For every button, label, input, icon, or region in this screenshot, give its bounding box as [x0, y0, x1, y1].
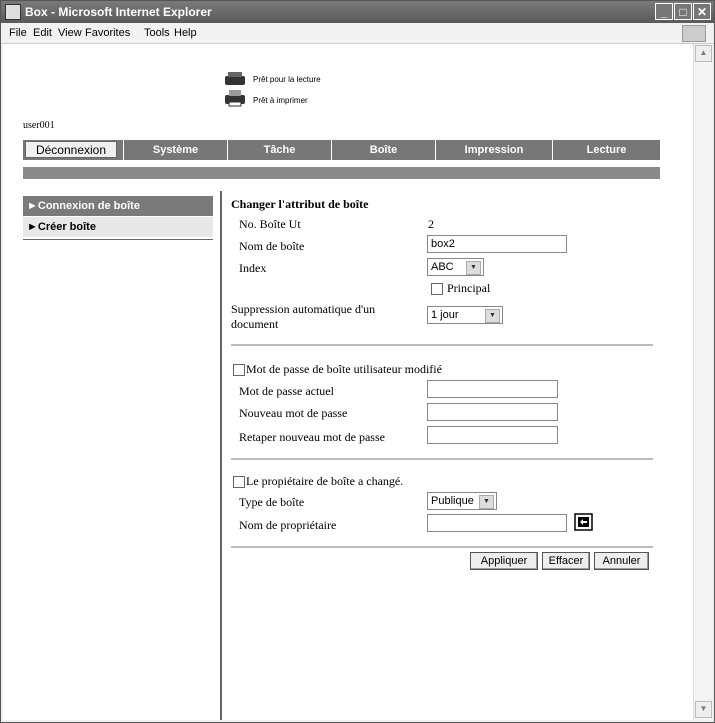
scanner-icon [223, 70, 247, 88]
menu-tools[interactable]: Tools [144, 27, 170, 39]
minimize-icon[interactable]: _ [655, 3, 673, 20]
apply-button[interactable]: Appliquer [470, 552, 538, 570]
section-divider [231, 458, 653, 460]
auto-delete-select[interactable] [427, 306, 503, 324]
form-heading: Changer l'attribut de boîte [231, 197, 369, 211]
owner-changed-label: Le propiétaire de boîte a changé. [246, 474, 404, 488]
address-book-icon[interactable] [574, 513, 593, 531]
scroll-down-icon[interactable]: ▼ [695, 701, 712, 718]
tab-impression[interactable]: Impression [435, 140, 552, 160]
tab-boite[interactable]: Boîte [331, 140, 435, 160]
cancel-button[interactable]: Annuler [594, 552, 649, 570]
sidebar-divider [23, 239, 213, 240]
owner-name-field[interactable] [427, 514, 567, 532]
box-no-label: No. Boîte Ut [239, 217, 301, 231]
principal-checkbox[interactable] [431, 283, 443, 295]
box-type-select-value: Publique [431, 495, 474, 507]
chevron-down-icon: ▼ [485, 309, 500, 323]
new-password-field[interactable] [427, 403, 558, 421]
page-content [3, 44, 693, 720]
tab-lecture[interactable]: Lecture [552, 140, 660, 160]
ie-icon [5, 4, 21, 20]
section-divider [231, 546, 653, 548]
box-no-value: 2 [428, 217, 434, 231]
owner-changed-checkbox[interactable] [233, 476, 245, 488]
windows-logo-icon [682, 25, 706, 42]
user-name: user001 [23, 120, 55, 131]
owner-name-label: Nom de propriétaire [239, 518, 337, 532]
vertical-divider [220, 191, 222, 720]
sidebar-item-creer-boite[interactable]: ►Créer boîte [23, 217, 213, 237]
logout-button[interactable]: Déconnexion [25, 141, 117, 158]
menu-file[interactable]: File [9, 27, 27, 39]
retype-password-label: Retaper nouveau mot de passe [239, 430, 385, 444]
sidebar-item-connexion-boite[interactable]: ►Connexion de boîte [23, 196, 213, 216]
box-type-label: Type de boîte [239, 495, 305, 509]
current-password-label: Mot de passe actuel [239, 384, 334, 398]
title-bar [1, 1, 714, 23]
index-label: Index [239, 261, 267, 275]
window-title: Box - Microsoft Internet Explorer [25, 5, 212, 19]
box-type-select[interactable] [427, 492, 497, 510]
section-divider [231, 344, 653, 346]
tab-tache[interactable]: Tâche [227, 140, 331, 160]
current-password-field[interactable] [427, 380, 558, 398]
header-divider-bar [23, 167, 660, 179]
clear-button[interactable]: Effacer [542, 552, 590, 570]
scroll-up-icon[interactable]: ▲ [695, 45, 712, 62]
index-select-value: ABC [431, 261, 454, 273]
password-changed-label: Mot de passe de boîte utilisateur modifié [246, 362, 442, 376]
menu-help[interactable]: Help [174, 27, 197, 39]
tab-systeme[interactable]: Système [123, 140, 227, 160]
chevron-down-icon: ▼ [479, 495, 494, 509]
auto-delete-label: Suppression automatique d'un document [231, 302, 376, 331]
retype-password-field[interactable] [427, 426, 558, 444]
menu-view[interactable]: View [58, 27, 82, 39]
vertical-scrollbar[interactable] [693, 44, 712, 720]
password-changed-checkbox[interactable] [233, 364, 245, 376]
box-name-field[interactable]: box2 [427, 235, 567, 253]
close-icon[interactable]: ✕ [693, 3, 711, 20]
menu-bar [1, 23, 714, 44]
menu-edit[interactable]: Edit [33, 27, 52, 39]
index-select[interactable] [427, 258, 484, 276]
scan-status: Prêt pour la lecture [253, 75, 321, 84]
box-name-label: Nom de boîte [239, 239, 305, 253]
print-status: Prêt à imprimer [253, 96, 308, 105]
auto-delete-select-value: 1 jour [431, 309, 459, 321]
new-password-label: Nouveau mot de passe [239, 406, 348, 420]
main-tab-bar [23, 140, 660, 160]
maximize-icon[interactable]: □ [674, 3, 692, 20]
chevron-down-icon: ▼ [466, 261, 481, 275]
principal-label: Principal [447, 281, 491, 295]
menu-favorites[interactable]: Favorites [85, 27, 131, 39]
printer-icon [223, 89, 247, 107]
